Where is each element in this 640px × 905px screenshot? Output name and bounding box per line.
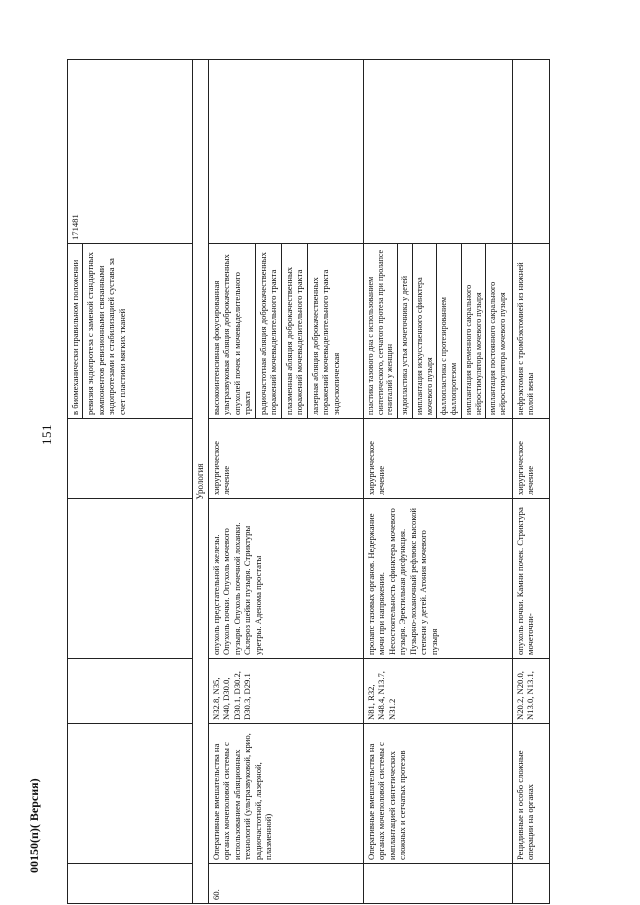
procedures-table <box>67 59 550 904</box>
method-item: плазменная абляция доброкачественных поражений мочевыделительного тракта <box>281 244 307 418</box>
document-version-footer: 00150(п)( Версия) <box>27 778 41 873</box>
price-cell <box>363 60 512 244</box>
method-item: имплантация постоянного сакрального нейростимулятора мочевого пузыря <box>485 244 510 418</box>
method-item: в биомеханически правильном положении <box>70 259 80 415</box>
method-item: пластика тазового дна с использованием синтетического, сетчатого протеза при пролапсе гениталий у женщин <box>365 249 395 415</box>
price-cell <box>208 60 363 244</box>
icd-codes-cell: N32.8, N35, N40, D30.0, D30.1, D30.2, D30.3, D29.1 <box>208 659 363 724</box>
method-item: нефрэктомия с тромбэктомией из нижней полой вены <box>514 262 536 415</box>
methods-cell <box>208 244 363 419</box>
section-title: Урология <box>193 60 209 904</box>
method-item: имплантация искусственного сфинктера мочевого пузыря <box>412 244 437 418</box>
method-item: лазерная абляция доброкачественных поражений мочевыделительного тракта эндоскопическая <box>307 244 343 418</box>
patient-model-cell: опухоль почки. Камни почек. Стриктура мочеточни- <box>512 499 549 659</box>
patient-model-cell: пролапс тазовых органов. Недержание мочи при напряжении. Несостоятельность сфинктера мочевого пузыря. Эректильная дисфункция. Пузырно-лоханочный рефлюкс высокой степени у детей. Атония мочевого пузыря <box>363 499 512 659</box>
table-row <box>208 60 363 904</box>
treatment-type-cell: хирургическое лечение <box>363 419 512 499</box>
patient-model-cell: опухоль предстательной железы. Опухоль почки. Опухоль мочевого пузыря. Опухоль почечной лоханки. Склероз шейки пузыря. Стриктуры уретры. Аденома простаты <box>208 499 363 659</box>
icd-codes-cell: N81, R32, N48.4, N13.7, N31.2 <box>363 659 512 724</box>
methods-cell <box>68 244 193 419</box>
methods-cell <box>363 244 512 419</box>
methods-cell <box>512 244 549 419</box>
method-item: фаллопластика с протезированием фаллопротезом <box>436 244 461 418</box>
page-number: 151 <box>39 424 54 445</box>
care-type-cell: Оперативные вмешательства на органах мочеполовой системы с использованием абляционных технологий (ультразвуковой, крио, радиочастотной, лазерной, плазменной) <box>208 724 363 864</box>
price-cell <box>512 60 549 244</box>
icd-codes-cell: N20.2, N20.0, N13.0, N13.1, <box>512 659 549 724</box>
price-cell: 171481 <box>68 60 193 244</box>
treatment-type-cell: хирургическое лечение <box>208 419 363 499</box>
method-item: ревизия эндопротеза с заменой стандартных компонентов ревизионными связанными эндопротезами и стабилизацией сустава за счет пластики мягких тканей <box>82 244 129 418</box>
table-row <box>512 60 549 904</box>
table-row <box>363 60 512 904</box>
method-item: эндопластика устья мочеточника у детей <box>397 244 412 418</box>
treatment-type-cell: хирургическое лечение <box>512 419 549 499</box>
table-row-continued <box>68 60 193 904</box>
method-item: имплантация временного сакрального нейростимулятора мочевого пузыря <box>461 244 486 418</box>
row-number: 60. <box>208 864 363 904</box>
row-number <box>363 864 512 904</box>
method-item: высокоинтенсивная фокусированная ультразвуковая абляция доброкачественных опухолей почек и мочевыделительного тракта <box>210 254 253 415</box>
section-header-row <box>193 60 209 904</box>
care-type-cell: Оперативные вмешательства на органах мочеполовой системы с имплантацией синтетических сложных и сетчатых протезов <box>363 724 512 864</box>
care-type-cell: Рецидивные и особо сложные операции на органах <box>512 724 549 864</box>
method-item: радиочастотная абляция доброкачественных поражений мочевыделительного тракта <box>255 244 281 418</box>
rotated-document-table <box>67 60 536 904</box>
row-number <box>512 864 549 904</box>
